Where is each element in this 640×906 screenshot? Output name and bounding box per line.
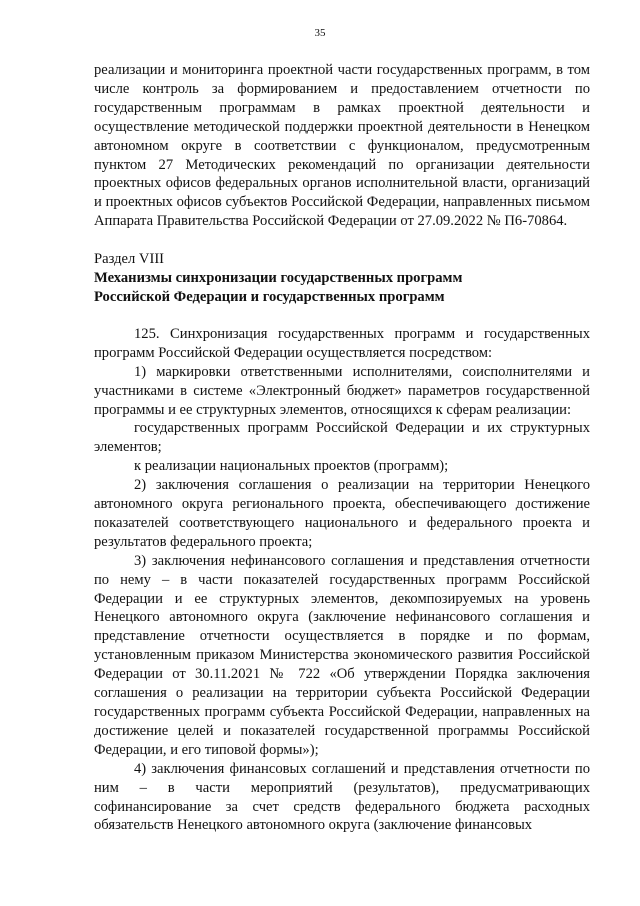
item-1-subitem-b: к реализации национальных проектов (программ);	[134, 458, 449, 475]
intro-paragraph: реализации и мониторинга проектной части государственных программ, в том числе контроль за формированием и предоставлением отчетности по государственным программам в рамках проектной деятельности и осуществление методической поддержки проектной деятельности в Ненецком автономном округе в соответствии с функционалом, предусмотренным пунктом 27 Методических рекомендаций по организации деятельности проектных офисов федеральных органов исполнительной власти, организаций и проектных офисов субъектов Российской Федерации, направленных письмом Аппарата Правительства Российской Федерации от 27.09.2022 № П6-70864.	[94, 62, 590, 230]
section-number: Раздел VIII	[94, 251, 165, 268]
section-title-line-2: Российской Федерации и государственных программ	[94, 288, 445, 305]
item-1-subitem-a: государственных программ Российской Федерации и их структурных элементов;	[94, 420, 590, 456]
spacer	[94, 231, 590, 250]
item-1: 1) маркировки ответственными исполнителями, соисполнителями и участниками в системе «Электронный бюджет» параметров государственной программы и ее структурных элементов, относящихся к сферам реализации:	[94, 363, 590, 418]
item-2: 2) заключения соглашения о реализации на территории Ненецкого автономного округа регионального проекта, обеспечивающего достижение показателей соответствующего национального и федерального проекта и результатов федерального проекта;	[94, 477, 590, 550]
section-title-line-1: Механизмы синхронизации государственных программ	[94, 270, 463, 287]
item-3: 3) заключения нефинансового соглашения и представления отчетности по нему – в части показателей государственных программ Российской Федерации и ее структурных элементов, декомпозируемых на уровень Ненецкого автономного округа (заключение нефинансового соглашения и представление отчетности осуществляется в порядке и по формам, установленным приказом Министерства экономического развития Российской Федерации от 30.11.2021 № 722 «Об утверждении Порядка заключения соглашения о реализации на территории субъекта Российской Федерации государственных программ субъекта Российской Федерации, направленных на достижение целей и показателей государственной программы Российской Федерации, и его типовой формы»);	[94, 552, 590, 758]
spacer	[94, 307, 590, 325]
page-number: 35	[314, 27, 326, 39]
document-body	[94, 61, 590, 835]
paragraph-125: 125. Синхронизация государственных программ и государственных программ Российской Федерации осуществляется посредством:	[94, 325, 590, 361]
item-4: 4) заключения финансовых соглашений и представления отчетности по ним – в части мероприятий (результатов), предусматривающих софинансирование за счет средств федерального бюджета расходных обязательств Ненецкого автономного округа (заключение финансовых	[94, 760, 590, 834]
